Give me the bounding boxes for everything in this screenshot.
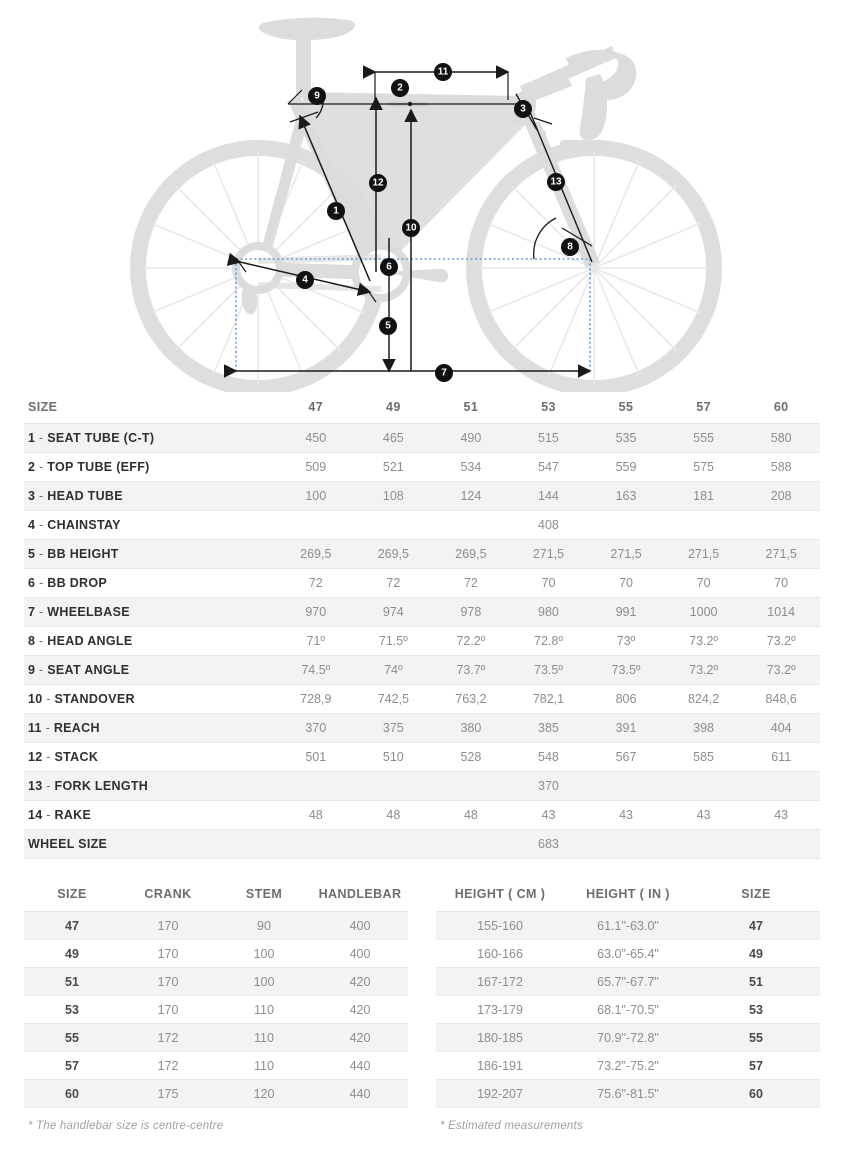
geometry-cell: 567 <box>587 743 665 772</box>
geometry-row-name: HEAD ANGLE <box>47 634 133 648</box>
geometry-row-number: 8 <box>28 634 36 648</box>
geometry-cell: 72.8º <box>510 627 588 656</box>
geometry-cell: 588 <box>742 453 820 482</box>
geometry-row-name: CHAINSTAY <box>47 518 121 532</box>
geometry-row-label <box>24 830 277 859</box>
geometry-row-number: 14 <box>28 808 43 822</box>
geometry-cell: 1014 <box>742 598 820 627</box>
svg-text:12: 12 <box>372 177 384 189</box>
table-row <box>436 1080 820 1108</box>
geometry-cell: 72 <box>432 569 510 598</box>
component-header-0: SIZE <box>24 881 120 912</box>
table-row <box>24 940 408 968</box>
component-cell: 90 <box>216 912 312 940</box>
svg-text:1: 1 <box>333 205 339 217</box>
geometry-cell: 73.2º <box>665 627 743 656</box>
geometry-row-label <box>24 627 277 656</box>
table-row <box>24 1080 408 1108</box>
geometry-cell: 974 <box>355 598 433 627</box>
geometry-cell: 683 <box>510 830 588 859</box>
component-cell: 170 <box>120 996 216 1024</box>
svg-text:10: 10 <box>405 222 417 234</box>
geometry-row-name: REACH <box>53 721 100 735</box>
component-cell: 110 <box>216 996 312 1024</box>
geometry-cell <box>277 830 355 859</box>
table-row <box>24 772 820 801</box>
component-cell: 170 <box>120 912 216 940</box>
svg-text:4: 4 <box>302 274 308 286</box>
geometry-cell: 72.2º <box>432 627 510 656</box>
geometry-cell: 450 <box>277 424 355 453</box>
component-cell: 100 <box>216 968 312 996</box>
geometry-row-dash: - <box>35 460 48 474</box>
geometry-cell: 782,1 <box>510 685 588 714</box>
geometry-row-dash: - <box>42 750 55 764</box>
table-row <box>24 801 820 830</box>
sizing-table <box>436 881 820 1108</box>
table-row <box>24 714 820 743</box>
geometry-cell: 73º <box>587 627 665 656</box>
geometry-table-header-row <box>24 392 820 424</box>
component-cell: 110 <box>216 1024 312 1052</box>
geometry-cell: 271,5 <box>665 540 743 569</box>
geometry-row-dash: - <box>35 431 48 445</box>
geometry-cell: 73.2º <box>742 656 820 685</box>
svg-text:3: 3 <box>520 103 526 115</box>
geometry-cell <box>587 772 665 801</box>
geometry-cell <box>665 830 743 859</box>
geometry-cell: 555 <box>665 424 743 453</box>
component-cell: 47 <box>24 912 120 940</box>
geometry-row-label <box>24 598 277 627</box>
table-row <box>24 511 820 540</box>
geometry-cell: 48 <box>355 801 433 830</box>
geometry-cell <box>432 772 510 801</box>
geometry-cell: 43 <box>665 801 743 830</box>
callout-badge-5 <box>379 317 397 335</box>
geometry-cell: 73.2º <box>742 627 820 656</box>
geometry-cell: 144 <box>510 482 588 511</box>
sizing-cell: 68.1"-70.5" <box>564 996 692 1024</box>
geometry-cell: 48 <box>432 801 510 830</box>
table-row <box>24 1052 408 1080</box>
svg-text:8: 8 <box>567 241 573 253</box>
callout-badge-13 <box>547 173 565 191</box>
callout-badge-2 <box>391 79 409 97</box>
geometry-row-dash: - <box>35 547 48 561</box>
component-cell: 57 <box>24 1052 120 1080</box>
geometry-cell: 824,2 <box>665 685 743 714</box>
geometry-header-size-60: 60 <box>742 392 820 424</box>
geometry-cell <box>355 772 433 801</box>
geometry-table <box>24 392 820 859</box>
table-row <box>24 968 408 996</box>
table-row <box>24 830 820 859</box>
geometry-cell <box>665 772 743 801</box>
geometry-cell: 515 <box>510 424 588 453</box>
geometry-cell: 521 <box>355 453 433 482</box>
geometry-row-dash: - <box>42 808 55 822</box>
sizing-cell: 60 <box>692 1080 820 1108</box>
geometry-row-number: 4 <box>28 518 36 532</box>
sizing-cell: 73.2"-75.2" <box>564 1052 692 1080</box>
geometry-row-number: 5 <box>28 547 36 561</box>
sizing-cell: 167-172 <box>436 968 564 996</box>
component-cell: 420 <box>312 996 408 1024</box>
geometry-cell <box>355 830 433 859</box>
svg-text:9: 9 <box>314 90 320 102</box>
callout-badge-12 <box>369 174 387 192</box>
sizing-header-0: HEIGHT ( CM ) <box>436 881 564 912</box>
component-cell: 420 <box>312 1024 408 1052</box>
geometry-row-label <box>24 656 277 685</box>
component-cell: 110 <box>216 1052 312 1080</box>
sizing-cell: 63.0"-65.4" <box>564 940 692 968</box>
geometry-row-dash: - <box>42 692 55 706</box>
geometry-cell: 559 <box>587 453 665 482</box>
table-row <box>24 1024 408 1052</box>
geometry-cell: 510 <box>355 743 433 772</box>
geometry-cell: 73.5º <box>510 656 588 685</box>
component-table-header-row <box>24 881 408 912</box>
geometry-row-number: 6 <box>28 576 36 590</box>
callout-badge-8 <box>561 238 579 256</box>
sizing-cell: 49 <box>692 940 820 968</box>
geometry-row-name: HEAD TUBE <box>47 489 123 503</box>
geometry-cell: 528 <box>432 743 510 772</box>
geometry-row-number: 3 <box>28 489 36 503</box>
geometry-row-name: WHEELBASE <box>47 605 130 619</box>
geometry-row-name: RAKE <box>54 808 92 822</box>
geometry-cell: 385 <box>510 714 588 743</box>
table-row <box>24 569 820 598</box>
table-row <box>24 627 820 656</box>
geometry-cell: 978 <box>432 598 510 627</box>
geometry-header-size-55: 55 <box>587 392 665 424</box>
geometry-row-number: 9 <box>28 663 36 677</box>
geometry-cell <box>742 772 820 801</box>
table-row <box>436 968 820 996</box>
geometry-cell <box>587 830 665 859</box>
table-row <box>24 996 408 1024</box>
geometry-row-dash: - <box>41 721 54 735</box>
geometry-cell <box>742 830 820 859</box>
geometry-cell: 73.7º <box>432 656 510 685</box>
geometry-cell: 547 <box>510 453 588 482</box>
geometry-row-name: SEAT TUBE (C-T) <box>47 431 155 445</box>
sizing-cell: 192-207 <box>436 1080 564 1108</box>
geometry-cell: 124 <box>432 482 510 511</box>
geometry-row-dash: - <box>35 634 48 648</box>
geometry-cell: 100 <box>277 482 355 511</box>
geometry-cell: 370 <box>277 714 355 743</box>
geometry-row-number: 1 <box>28 431 36 445</box>
table-row <box>436 940 820 968</box>
sizing-table-header-row <box>436 881 820 912</box>
geometry-cell: 763,2 <box>432 685 510 714</box>
geometry-row-label <box>24 772 277 801</box>
geometry-cell: 163 <box>587 482 665 511</box>
geometry-cell <box>355 511 433 540</box>
sizing-cell: 186-191 <box>436 1052 564 1080</box>
component-cell: 420 <box>312 968 408 996</box>
sizing-cell: 173-179 <box>436 996 564 1024</box>
svg-text:5: 5 <box>385 320 391 332</box>
component-cell: 400 <box>312 940 408 968</box>
geometry-row-name: STACK <box>54 750 99 764</box>
component-cell: 172 <box>120 1024 216 1052</box>
geometry-cell: 408 <box>510 511 588 540</box>
geometry-cell <box>277 772 355 801</box>
geometry-cell: 70 <box>510 569 588 598</box>
sizing-cell: 61.1"-63.0" <box>564 912 692 940</box>
geometry-cell: 391 <box>587 714 665 743</box>
geometry-row-name: BB DROP <box>47 576 108 590</box>
geometry-cell: 70 <box>665 569 743 598</box>
geometry-cell: 370 <box>510 772 588 801</box>
geometry-row-number: 12 <box>28 750 43 764</box>
geometry-cell: 71º <box>277 627 355 656</box>
geometry-cell: 742,5 <box>355 685 433 714</box>
geometry-cell: 380 <box>432 714 510 743</box>
sizing-header-1: HEIGHT ( IN ) <box>564 881 692 912</box>
table-row <box>24 656 820 685</box>
geometry-cell: 108 <box>355 482 433 511</box>
geometry-row-label <box>24 714 277 743</box>
geometry-header-size-57: 57 <box>665 392 743 424</box>
component-cell: 170 <box>120 940 216 968</box>
table-row <box>24 685 820 714</box>
component-cell: 400 <box>312 912 408 940</box>
geometry-row-label <box>24 801 277 830</box>
component-cell: 51 <box>24 968 120 996</box>
geometry-cell: 43 <box>510 801 588 830</box>
geometry-cell: 585 <box>665 743 743 772</box>
geometry-row-label <box>24 540 277 569</box>
component-cell: 55 <box>24 1024 120 1052</box>
geometry-cell: 271,5 <box>510 540 588 569</box>
svg-text:11: 11 <box>437 66 449 78</box>
geometry-cell <box>742 511 820 540</box>
sizing-cell: 180-185 <box>436 1024 564 1052</box>
geometry-cell: 269,5 <box>355 540 433 569</box>
component-cell: 170 <box>120 968 216 996</box>
geometry-cell: 181 <box>665 482 743 511</box>
sizing-table-wrap <box>436 881 820 1132</box>
table-row <box>24 598 820 627</box>
geometry-row-label <box>24 482 277 511</box>
geometry-cell: 575 <box>665 453 743 482</box>
sizing-cell: 75.6"-81.5" <box>564 1080 692 1108</box>
geometry-row-label <box>24 685 277 714</box>
geometry-cell: 70 <box>742 569 820 598</box>
geometry-cell: 980 <box>510 598 588 627</box>
table-row <box>436 1052 820 1080</box>
sizing-cell: 65.7"-67.7" <box>564 968 692 996</box>
geometry-row-name: FORK LENGTH <box>54 779 149 793</box>
geometry-row-label <box>24 743 277 772</box>
geometry-row-label <box>24 453 277 482</box>
table-row <box>24 482 820 511</box>
sizing-cell: 53 <box>692 996 820 1024</box>
geometry-cell: 611 <box>742 743 820 772</box>
geometry-header-size-51: 51 <box>432 392 510 424</box>
geometry-cell: 509 <box>277 453 355 482</box>
sizing-cell: 57 <box>692 1052 820 1080</box>
sizing-cell: 155-160 <box>436 912 564 940</box>
geometry-row-label <box>24 569 277 598</box>
component-cell: 440 <box>312 1052 408 1080</box>
table-row <box>24 453 820 482</box>
geometry-cell: 728,9 <box>277 685 355 714</box>
geometry-cell: 72 <box>355 569 433 598</box>
geometry-cell: 43 <box>742 801 820 830</box>
callout-badge-10 <box>402 219 420 237</box>
bike-diagram-svg <box>0 0 844 392</box>
sizing-cell: 51 <box>692 968 820 996</box>
geometry-row-dash: - <box>35 518 48 532</box>
geometry-row-name: BB HEIGHT <box>47 547 119 561</box>
geometry-cell: 548 <box>510 743 588 772</box>
sizing-cell: 47 <box>692 912 820 940</box>
component-table-footnote: * The handlebar size is centre-centre <box>28 1120 224 1132</box>
geometry-cell: 43 <box>587 801 665 830</box>
geometry-row-name: WHEEL SIZE <box>28 837 108 851</box>
geometry-cell: 208 <box>742 482 820 511</box>
geometry-header-size-53: 53 <box>510 392 588 424</box>
geometry-cell: 580 <box>742 424 820 453</box>
callout-badge-4 <box>296 271 314 289</box>
geometry-cell: 490 <box>432 424 510 453</box>
table-row <box>24 540 820 569</box>
component-cell: 175 <box>120 1080 216 1108</box>
geometry-cell: 73.5º <box>587 656 665 685</box>
geometry-cell <box>432 511 510 540</box>
table-row <box>436 912 820 940</box>
geometry-cell <box>432 830 510 859</box>
svg-text:6: 6 <box>386 261 392 273</box>
geometry-cell: 501 <box>277 743 355 772</box>
table-row <box>436 1024 820 1052</box>
geometry-cell: 70 <box>587 569 665 598</box>
geometry-row-number: 2 <box>28 460 36 474</box>
svg-text:2: 2 <box>397 82 403 94</box>
component-table-wrap <box>24 881 408 1132</box>
table-row <box>24 912 408 940</box>
geometry-row-number: 11 <box>28 721 42 735</box>
geometry-header-size-47: 47 <box>277 392 355 424</box>
geometry-cell: 71.5º <box>355 627 433 656</box>
callout-badge-1 <box>327 202 345 220</box>
component-cell: 100 <box>216 940 312 968</box>
callout-badge-3 <box>514 100 532 118</box>
geometry-cell: 991 <box>587 598 665 627</box>
geometry-row-number: 13 <box>28 779 43 793</box>
component-table <box>24 881 408 1108</box>
table-row <box>436 996 820 1024</box>
geometry-cell: 375 <box>355 714 433 743</box>
geometry-cell: 269,5 <box>432 540 510 569</box>
geometry-header-size: SIZE <box>24 392 277 424</box>
bike-geometry-diagram <box>0 0 844 392</box>
geometry-cell: 73.2º <box>665 656 743 685</box>
geometry-cell: 970 <box>277 598 355 627</box>
component-header-1: CRANK <box>120 881 216 912</box>
table-row <box>24 743 820 772</box>
sizing-header-2: SIZE <box>692 881 820 912</box>
geometry-row-label <box>24 511 277 540</box>
geometry-cell: 271,5 <box>587 540 665 569</box>
geometry-cell: 271,5 <box>742 540 820 569</box>
svg-text:7: 7 <box>441 367 447 379</box>
sizing-table-footnote: * Estimated measurements <box>440 1120 583 1132</box>
geometry-row-dash: - <box>35 605 48 619</box>
geometry-cell: 74.5º <box>277 656 355 685</box>
component-cell: 440 <box>312 1080 408 1108</box>
geometry-cell: 269,5 <box>277 540 355 569</box>
geometry-row-number: 10 <box>28 692 43 706</box>
sizing-cell: 70.9"-72.8" <box>564 1024 692 1052</box>
component-cell: 172 <box>120 1052 216 1080</box>
callout-badge-6 <box>380 258 398 276</box>
geometry-row-number: 7 <box>28 605 36 619</box>
geometry-row-dash: - <box>35 576 48 590</box>
geometry-cell: 48 <box>277 801 355 830</box>
geometry-cell: 1000 <box>665 598 743 627</box>
callout-badge-7 <box>435 364 453 382</box>
geometry-row-name: TOP TUBE (EFF) <box>47 460 150 474</box>
geometry-row-dash: - <box>35 663 48 677</box>
geometry-row-label <box>24 424 277 453</box>
geometry-cell: 404 <box>742 714 820 743</box>
geometry-cell: 848,6 <box>742 685 820 714</box>
geometry-cell: 72 <box>277 569 355 598</box>
component-cell: 60 <box>24 1080 120 1108</box>
geometry-row-name: STANDOVER <box>54 692 135 706</box>
geometry-cell <box>277 511 355 540</box>
callout-badge-11 <box>434 63 452 81</box>
geometry-header-size-49: 49 <box>355 392 433 424</box>
bike-silhouette <box>130 18 722 392</box>
bottom-tables-row <box>0 881 844 1132</box>
sizing-cell: 160-166 <box>436 940 564 968</box>
component-cell: 49 <box>24 940 120 968</box>
geometry-row-dash: - <box>42 779 55 793</box>
geometry-cell: 534 <box>432 453 510 482</box>
table-row <box>24 424 820 453</box>
component-header-3: HANDLEBAR <box>312 881 408 912</box>
geometry-cell: 398 <box>665 714 743 743</box>
geometry-cell: 74º <box>355 656 433 685</box>
svg-text:13: 13 <box>550 176 562 188</box>
geometry-cell: 465 <box>355 424 433 453</box>
geometry-cell <box>587 511 665 540</box>
component-cell: 53 <box>24 996 120 1024</box>
sizing-cell: 55 <box>692 1024 820 1052</box>
geometry-cell: 806 <box>587 685 665 714</box>
geometry-cell: 535 <box>587 424 665 453</box>
callout-badge-9 <box>308 87 326 105</box>
component-cell: 120 <box>216 1080 312 1108</box>
geometry-cell <box>665 511 743 540</box>
geometry-row-dash: - <box>35 489 48 503</box>
component-header-2: STEM <box>216 881 312 912</box>
geometry-row-name: SEAT ANGLE <box>47 663 130 677</box>
